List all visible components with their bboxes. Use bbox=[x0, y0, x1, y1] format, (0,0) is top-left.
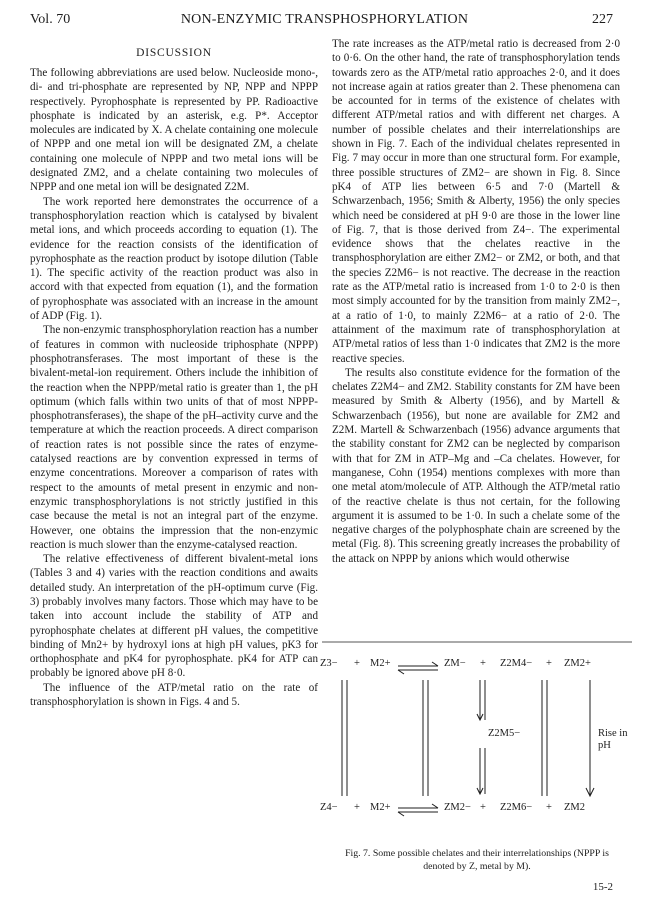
section-heading: DISCUSSION bbox=[136, 47, 212, 59]
fig-species: ZM2+ bbox=[564, 658, 591, 669]
left-column bbox=[30, 66, 318, 709]
paragraph: The work reported here demonstrates the occurrence of a transphosphorylation reaction which is catalysed by bivalent metal ions, and which proceeds according to equation (1). The evidence for the reaction consists of the identification of pyrophosphate as the reaction product by isotope dilution (Table 1). The specific activity of the reaction product was also in accord with that expected from equation (1), and the formation of pyrophosphate was associated with an increase in the amount of ADP (Fig. 1). bbox=[30, 195, 318, 323]
paragraph: The non-enzymic transphosphorylation reaction has a number of features in common with nucleoside triphosphate (NPPP) phosphotransferases. The most important of these is the bivalent-metal-ion requirement. Others include the inhibition of the reaction when the NPPP/metal ratio is greater than 1, the pH optimum (which falls within two units of that of most NPPP-phosphotransferases), the shape of the pH–activity curve and the temperature at which the reaction proceeds. A direct comparison of reaction rates is not possible since the rates of enzyme-catalysed reactions are by convention expressed in terms of enzyme concentrations. Moreover a comparison of rates with respect to the amounts of metal present in enzymic and non-enzymic transphosphorylations is not strictly justified in this case because the metal is not an integral part of the enzyme. However, one obtains the impression that the non-enzymic reaction is much slower than the enzyme-catalysed reaction. bbox=[30, 324, 318, 551]
fig-species: ZM2− bbox=[444, 802, 471, 813]
fig-species: Z2M4− bbox=[500, 658, 533, 669]
fig-species: Z3− bbox=[320, 658, 338, 669]
fig-species: Z2M6− bbox=[500, 802, 533, 813]
fig-operator: + bbox=[354, 802, 360, 813]
fig-species: Z4− bbox=[320, 802, 338, 813]
fig-species-middle: Z2M5− bbox=[488, 728, 521, 739]
page-number: 227 bbox=[592, 12, 613, 27]
paragraph: The relative effectiveness of different bivalent-metal ions (Tables 3 and 4) varies with the reaction conditions and awaits detailed study. An interpretation of the pH-optimum curve (Fig. 3) probably involves many factors. Those which may have to be taken into account include the stability of ATP and pyrophosphate chelates at different pH values, the competitive binding of Mn2+ by hydroxyl ions at high pH values, pK3 for orthophosphate and pK4 for pyrophosphate. pK4 for ATP can probably be ignored above pH 8·0. bbox=[30, 553, 318, 680]
fig-operator: + bbox=[480, 658, 486, 669]
paragraph: The influence of the ATP/metal ratio on the rate of transphosphorylation is shown in Figs. 4 and 5. bbox=[30, 681, 318, 709]
fig-species: M2+ bbox=[370, 802, 391, 813]
fig-operator: + bbox=[546, 802, 552, 813]
fig-species: ZM2 bbox=[564, 802, 585, 813]
figure-caption: Fig. 7. Some possible chelates and their interrelationships (NPPP is denoted by Z, metal by M). bbox=[345, 848, 609, 872]
fig-species: ZM− bbox=[444, 658, 466, 669]
signature-mark: 15-2 bbox=[592, 881, 613, 893]
figure-7 bbox=[320, 638, 634, 830]
fig-operator: + bbox=[354, 658, 360, 669]
paragraph: The results also constitute evidence for the formation of the chelates Z2M4− and ZM2. Stability constants for ZM have been measured by Smith & Alberty (1956), and by Martell & Schwarzenbach (1956), but none are available for ZM2 and Z2M. Martell & Schwarzenbach (1956) advance arguments that the stability constant for ZM2 can be neglected by comparison with that for ZM in ATP–Mg and –Ca chelates. However, for manganese, Cohn (1954) mentions complexes with more than one metal atom/molecule of ATP. Although the ATP/metal ratio of the reactive chelate is thus not certain, for the following argument it is assumed to be 1·0. In such a chelate some of the negative charges of the polyphosphate chain are screened by the metal (Fig. 8). This screening greatly increases the probability of the attack on NPPP by anions which would otherwise bbox=[332, 366, 620, 565]
rise-in-ph-label: Rise in pH bbox=[598, 728, 628, 751]
paragraph: The rate increases as the ATP/metal ratio is decreased from 2·0 to 0·6. On the other hand, the rate of transphosphorylation tends towards zero as the ATP/metal ratio approaches 2·0, and it does not increase again at ratios greater than 2. These phenomena can be accounted for in terms of the existence of chelates with different ATP/metal ratios and with different net charges. A number of possible chelates and their interrelationships are shown in Fig. 7. Each of the individual chelates represented in Fig. 7 may occur in more than one structural form. For example, three possible structures of ZM2− are shown in Fig. 8. Since pK4 of ATP lies between 6·5 and 7·0 (Martell & Schwarzenbach, 1956; Smith & Alberty, 1956) the only species which need be considered at pH 9·0 are those in the lower line of Fig. 7, that is those derived from Z4−. The experimental evidence shows that the chelates reactive in the transphosphorylation are either ZM2− or ZM2, or both, and that the species Z2M6− is not reactive. The decrease in the reaction rate as the ATP/metal ratio is increased from 1·0 to 2·0 is then most simply accounted for by the transition from mainly ZM2−, at a ratio of 1·0, to mainly Z2M6− at a ratio of 2·0. The attainment of the maximum rate of transphosphorylation at ATP/metal ratios of less than 1·0 indicates that ZM2 is the more reactive species. bbox=[332, 38, 620, 365]
paragraph: The following abbreviations are used below. Nucleoside mono-, di- and tri-phosphate are represented by NP, NPP and NPPP respectively. Pyrophosphate is represented by PP. Radioactive phosphate is indicated by an asterisk, e.g. P*. Acceptor molecules are indicated by X. A chelate containing one molecule of NPPP and one metal ion will be designated ZM, a chelate containing one molecule of NPPP and two metal ions will be designated ZM2, and a chelate containing two molecules of NPPP and one metal ion will be designated Z2M. bbox=[30, 67, 318, 194]
running-head-title: NON-ENZYMIC TRANSPHOSPHORYLATION bbox=[180, 12, 469, 27]
fig-species: M2+ bbox=[370, 658, 391, 669]
running-head-volume: Vol. 70 bbox=[30, 12, 71, 27]
fig-operator: + bbox=[546, 658, 552, 669]
right-column bbox=[332, 37, 620, 566]
fig-operator: + bbox=[480, 802, 486, 813]
